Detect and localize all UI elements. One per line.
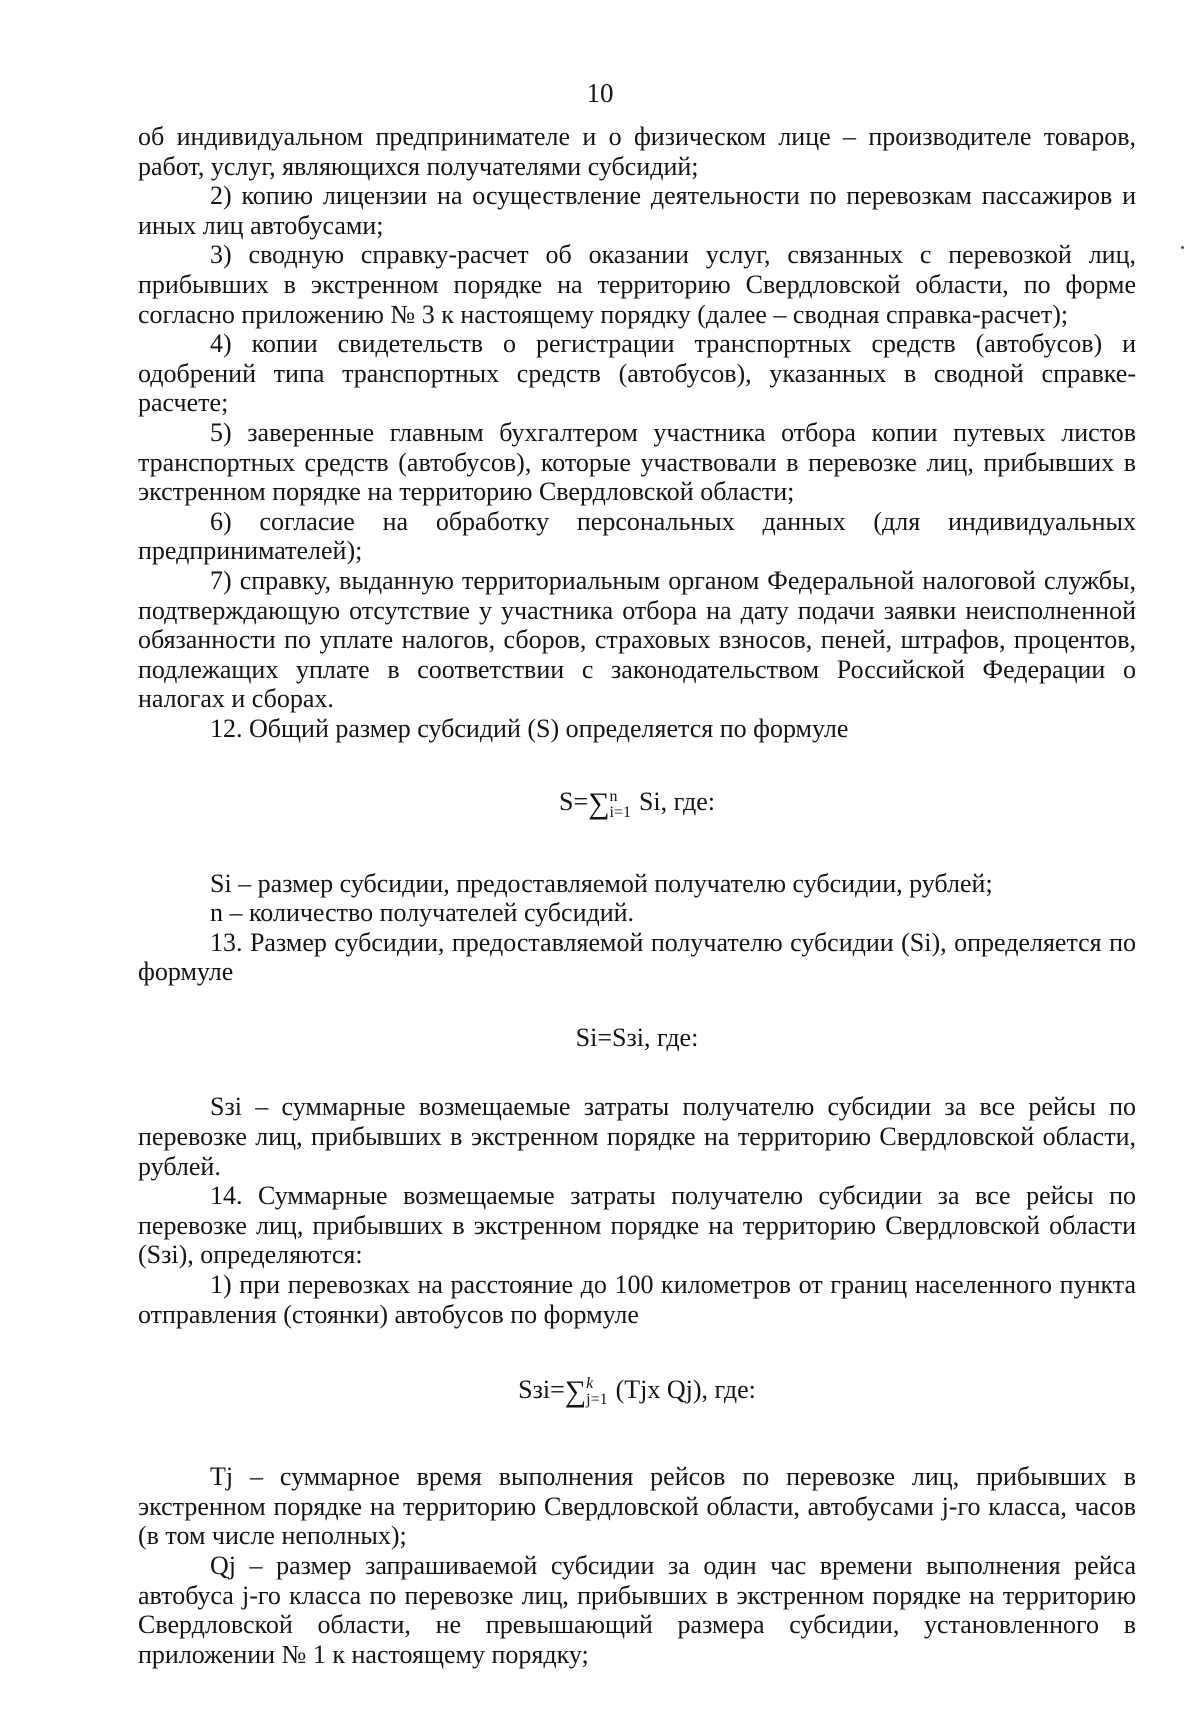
sum-limits xyxy=(586,1376,607,1408)
sum-symbol: ∑ xyxy=(588,787,610,821)
paragraph: Tj – суммарное время выполнения рейсов по перевозке лиц, прибывших в экстренном порядке на территорию Свердловской области, автобусами j-го класса, часов (в том числе неполных); xyxy=(138,1462,1136,1551)
paragraph: 6) согласие на обработку персональных данных (для индивидуальных предпринимателей); xyxy=(138,506,1136,566)
paragraph: Sзi – суммарные возмещаемые затраты получателю субсидии за все рейсы по перевозке лиц, прибывших в экстренном порядке на территорию Свердловской области, рублей. xyxy=(138,1092,1136,1181)
formula-recipient-subsidy: Si=Sзi, где: xyxy=(575,1022,699,1052)
paragraph: 7) справку, выданную территориальным органом Федеральной налоговой службы, подтверждающую отсутствие у участника отбора на дату подачи заявки неисполненной обязанности по уплате налогов, сборов, страховых взносов, пеней, штрафов, процентов, подлежащих уплате в соответствии с законодательством Российской Федерации о налогах и сборах. xyxy=(138,565,1136,714)
paragraph: 5) заверенные главным бухгалтером участника отбора копии путевых листов транспортных средств (автобусов), которые участвовали в перевозке лиц, прибывших в экстренном порядке на территорию Свердловской области; xyxy=(138,417,1136,507)
paragraph: n – количество получателей субсидий. xyxy=(210,898,635,928)
paragraph: 1) при перевозках на расстояние до 100 километров от границ населенного пункта отправления (стоянки) автобусов по формуле xyxy=(138,1270,1136,1329)
paragraph: Qj – размер запрашиваемой субсидии за один час времени выполнения рейса автобуса j-го класса по перевозке лиц, прибывших в экстренном порядке на территорию Свердловской области, не превышающий размера субсидии, установленного в приложении № 1 к настоящему порядку; xyxy=(138,1551,1136,1669)
paragraph: 4) копии свидетельств о регистрации транспортных средств (автобусов) и одобрений типа транспортных средств (автобусов), указанных в сводной справке-расчете; xyxy=(138,329,1136,418)
document-body xyxy=(138,122,1136,1669)
sum-lower-limit: j=1 xyxy=(586,1391,608,1409)
scan-speck xyxy=(1181,246,1184,249)
formula-total-subsidy xyxy=(138,787,1136,820)
formula-lhs: Sзi= xyxy=(518,1375,565,1405)
paragraph: 3) сводную справку-расчет об оказании услуг, связанных с перевозкой лиц, прибывших в экстренном порядке на территорию Свердловской области, по форме согласно приложению № 3 к настоящему порядку (далее – сводная справка-расчет); xyxy=(138,240,1136,329)
sum-upper-limit: n xyxy=(609,787,618,805)
formula-rhs: Si, где: xyxy=(638,787,716,817)
page-number: 10 xyxy=(586,78,614,108)
formula-total-costs xyxy=(138,1375,1136,1408)
paragraph: Si – размер субсидии, предоставляемой получателю субсидии, рублей; xyxy=(210,868,993,898)
sum-lower-limit: i=1 xyxy=(609,803,631,821)
sum-upper-limit: k xyxy=(586,1375,594,1393)
formula-rhs: (Tjx Qj), где: xyxy=(615,1375,756,1405)
formula-lhs: S= xyxy=(558,787,589,817)
paragraph: 13. Размер субсидии, предоставляемой получателю субсидии (Si), определяется по формуле xyxy=(138,927,1136,987)
paragraph: об индивидуальном предпринимателе и о физическом лице – производителе товаров, работ, услуг, являющихся получателями субсидий; xyxy=(138,122,1136,181)
sum-symbol: ∑ xyxy=(564,1375,587,1409)
paragraph: 12. Общий размер субсидий (S) определяется по формуле xyxy=(210,713,849,743)
paragraph: 2) копию лицензии на осуществление деятельности по перевозкам пассажиров и иных лиц автобусами; xyxy=(138,181,1136,240)
sum-limits xyxy=(610,789,631,821)
paragraph: 14. Суммарные возмещаемые затраты получателю субсидии за все рейсы по перевозке лиц, прибывших в экстренном порядке на территорию Свердловской области (Sзi), определяются: xyxy=(138,1181,1136,1270)
